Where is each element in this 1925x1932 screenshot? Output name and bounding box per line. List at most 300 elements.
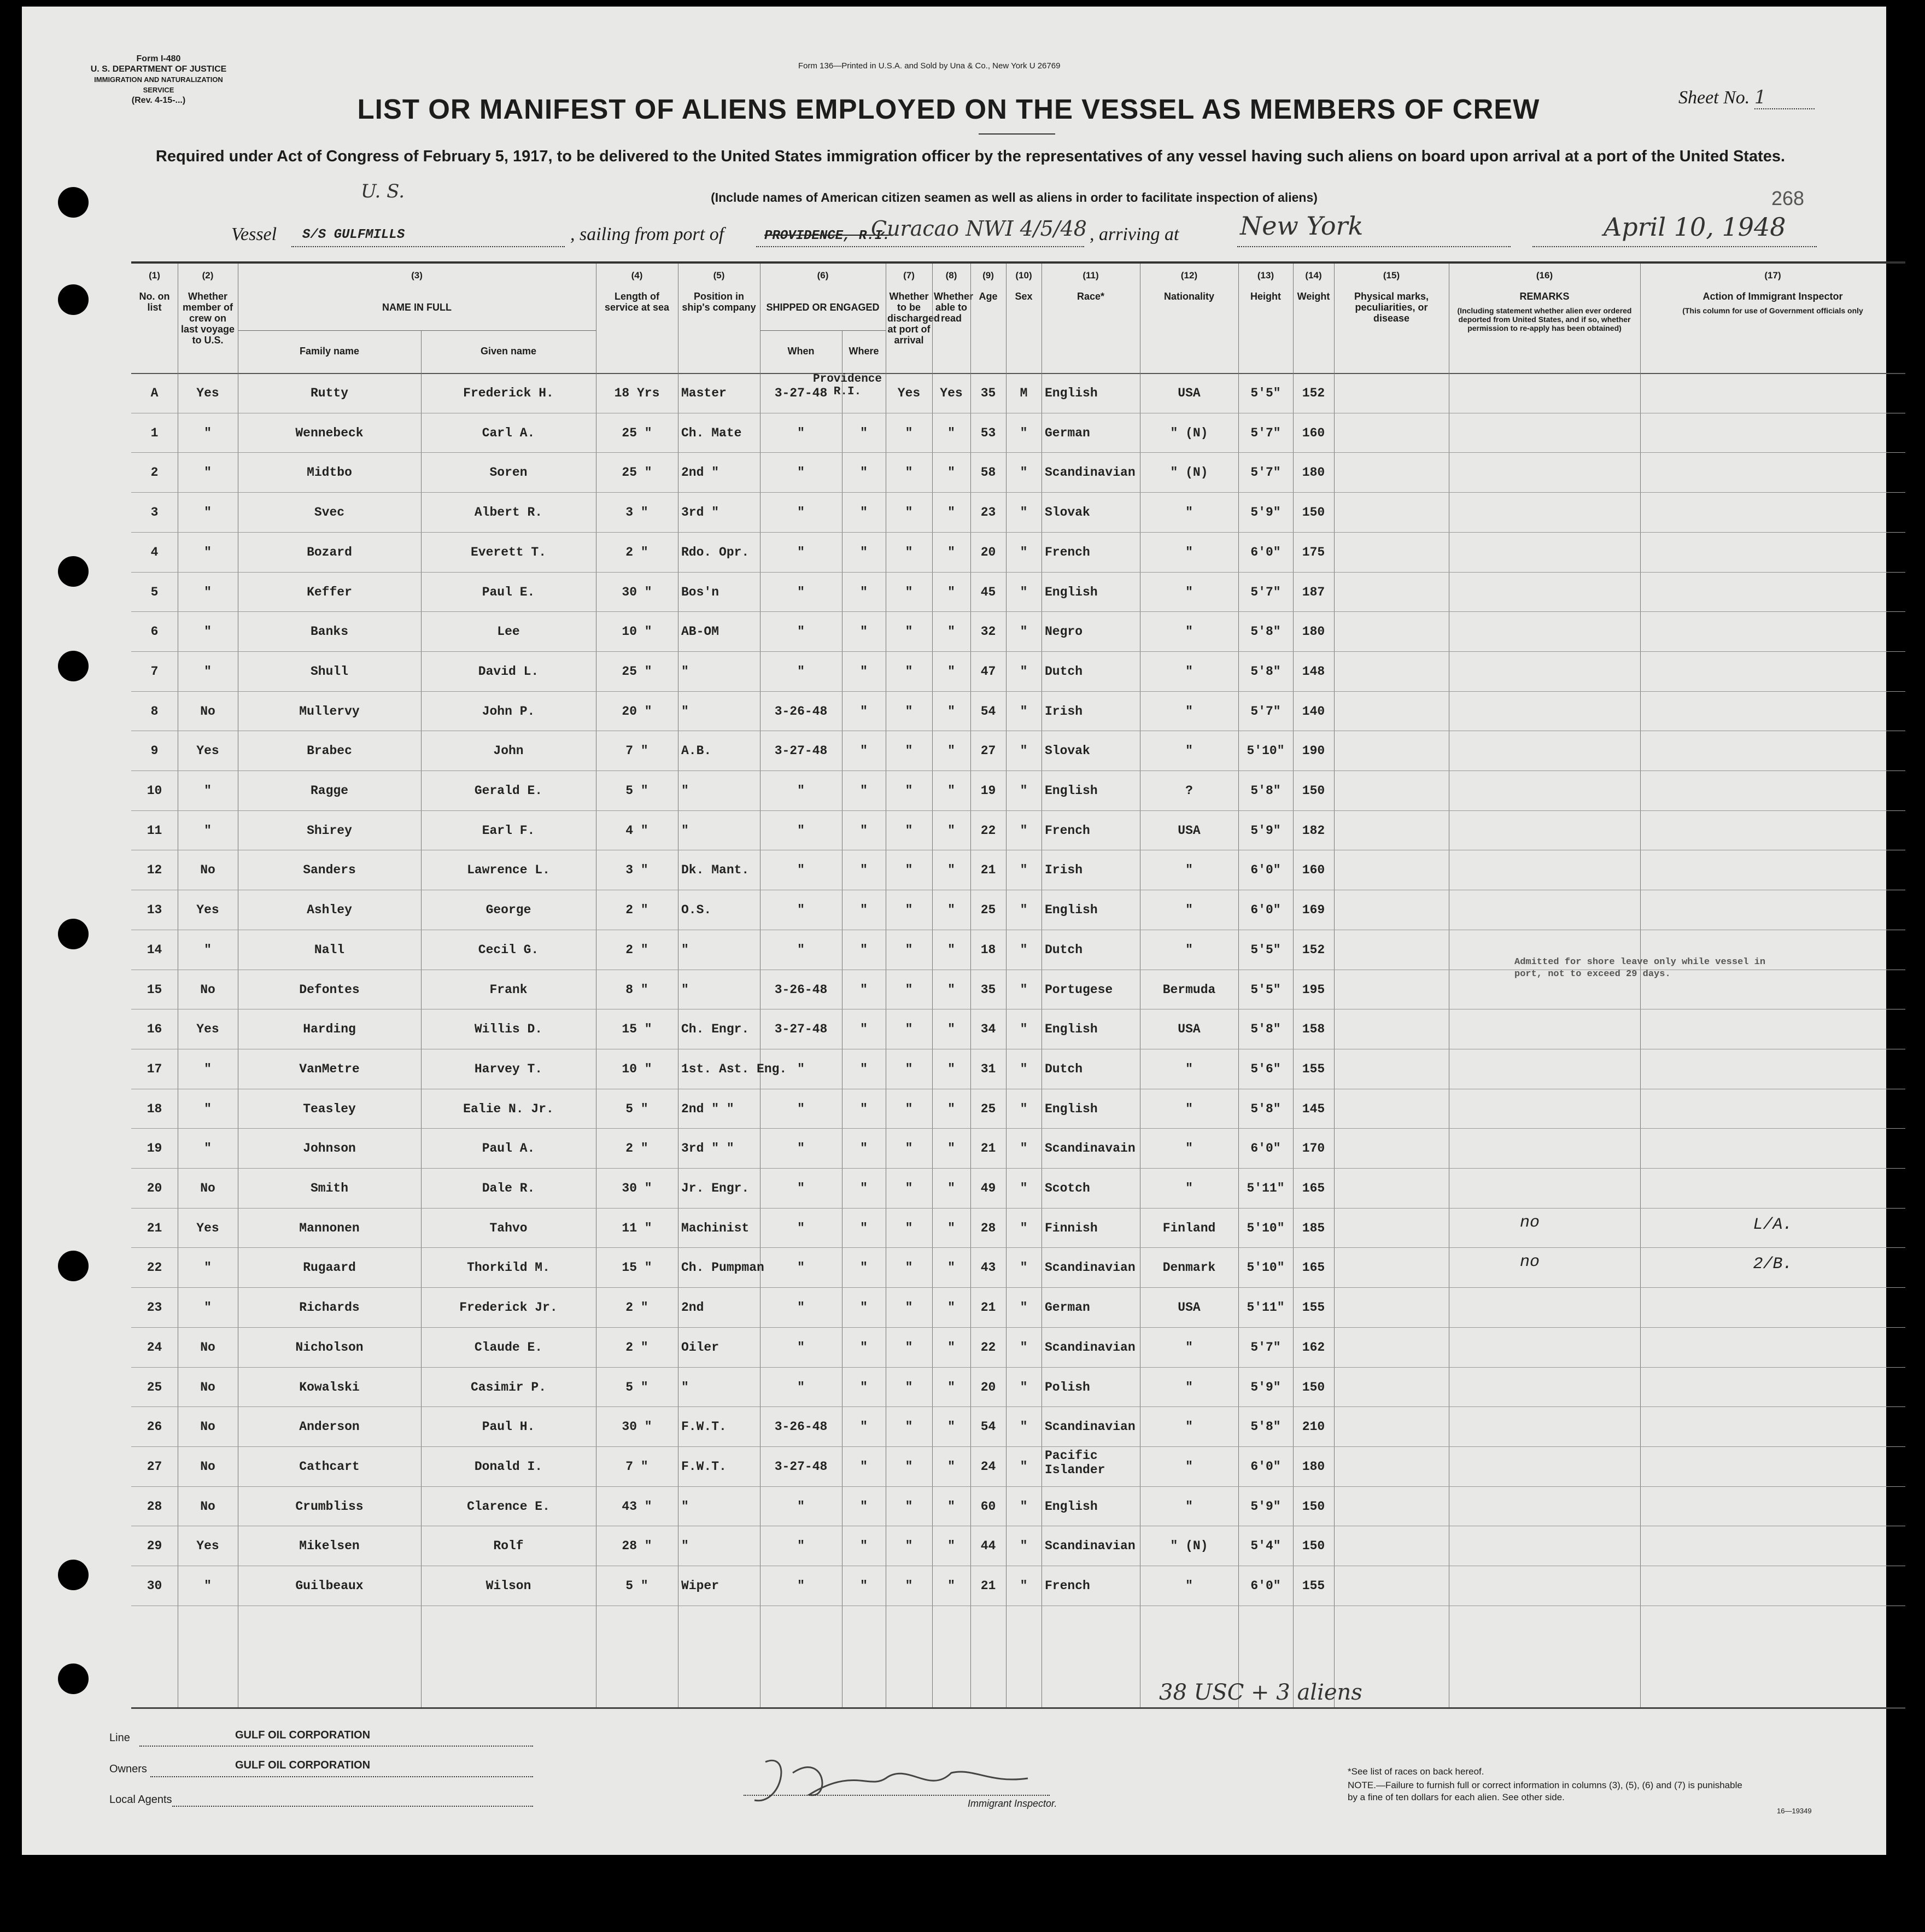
- cell-sex: ": [1020, 1300, 1028, 1315]
- cell-when: ": [797, 942, 805, 957]
- cell-nationality: ": [1185, 1499, 1193, 1514]
- cell-read: ": [947, 704, 955, 719]
- table-row: [131, 1406, 1905, 1446]
- cell-height: 5'8": [1250, 624, 1281, 639]
- cell-where: ": [860, 1101, 868, 1116]
- cell-family: Ashley: [307, 903, 352, 918]
- cell-given: Frank: [489, 982, 528, 997]
- cell-height: 6'0": [1250, 903, 1281, 918]
- cell-discharged: ": [905, 704, 913, 719]
- cell-nationality: ?: [1185, 784, 1193, 798]
- cell-nationality: USA: [1178, 1022, 1201, 1037]
- cell-discharged: Yes: [897, 386, 921, 400]
- cell-weight: 185: [1302, 1221, 1325, 1235]
- cell-position: ": [681, 823, 689, 838]
- cell-when: ": [797, 1499, 805, 1514]
- cell-when: ": [797, 1380, 805, 1394]
- cell-service: 11 ": [622, 1221, 652, 1235]
- cell-service: 15 ": [622, 1022, 652, 1037]
- cell-weight: 145: [1302, 1101, 1325, 1116]
- cell-nationality: ": [1185, 704, 1193, 719]
- cell-crew: No: [200, 1340, 215, 1355]
- department: U. S. DEPARTMENT OF JUSTICE: [90, 65, 227, 74]
- cell-height: 5'11": [1247, 1181, 1285, 1195]
- cell-nationality: ": [1185, 545, 1193, 559]
- cell-sex: ": [1020, 425, 1028, 440]
- cell-service: 7 ": [625, 744, 648, 758]
- cell-no: 29: [147, 1539, 162, 1554]
- cell-sex: ": [1020, 784, 1028, 798]
- col-label-15: Physical marks, peculiarities, or disease: [1354, 291, 1429, 324]
- col-label-3: NAME IN FULL: [382, 302, 452, 313]
- cell-weight: 175: [1302, 545, 1325, 559]
- cell-weight: 190: [1302, 744, 1325, 758]
- cell-where: ": [860, 465, 868, 480]
- cell-no: 1: [150, 425, 159, 440]
- cell-service: 5 ": [625, 1579, 648, 1593]
- cell-no: 19: [147, 1141, 162, 1156]
- cell-sex: ": [1020, 823, 1028, 838]
- cell-read: ": [947, 505, 955, 520]
- cell-given: Albert R.: [474, 505, 543, 520]
- cell-height: 6'0": [1250, 545, 1281, 559]
- cell-weight: 150: [1302, 505, 1325, 520]
- form-number: Form I-480: [136, 54, 181, 63]
- cell-where: ": [860, 1499, 868, 1514]
- cell-no: A: [150, 386, 159, 400]
- cell-weight: 140: [1302, 704, 1325, 719]
- cell-position: F.W.T.: [681, 1420, 727, 1434]
- cell-race: English: [1045, 386, 1098, 400]
- cell-sex: ": [1020, 1420, 1028, 1434]
- table-row: [131, 850, 1905, 890]
- cell-race: English: [1045, 784, 1098, 798]
- cell-read: ": [947, 1260, 955, 1275]
- table-row: [131, 1446, 1905, 1486]
- cell-discharged: ": [905, 1260, 913, 1275]
- cell-crew: ": [204, 664, 212, 679]
- cell-age: 23: [980, 505, 996, 520]
- col-label-9: Age: [979, 291, 998, 302]
- cell-position: Ch. Mate: [681, 425, 742, 440]
- cell-crew: ": [204, 942, 212, 957]
- cell-age: 45: [980, 585, 996, 599]
- cell-service: 25 ": [622, 664, 652, 679]
- cell-age: 20: [980, 1380, 996, 1394]
- cell-where: ": [860, 585, 868, 599]
- cell-service: 28 ": [622, 1539, 652, 1554]
- agents-label: Local Agents: [109, 1794, 172, 1806]
- cell-given: Rolf: [493, 1539, 524, 1554]
- cell-family: Rutty: [310, 386, 348, 400]
- col-num-17: (17): [1764, 270, 1781, 281]
- col-num-10: (10): [1015, 270, 1032, 281]
- cell-crew: ": [204, 1061, 212, 1076]
- table-row: [131, 1367, 1905, 1407]
- col-sub-16: (Including statement whether alien ever ordered deported from United States, and if so, whether permission to re-apply has been obtained): [1457, 306, 1632, 332]
- cell-read: ": [947, 1340, 955, 1355]
- cell-when: ": [797, 585, 805, 599]
- cell-race: Scandinavian: [1045, 465, 1136, 480]
- cell-sex: ": [1020, 982, 1028, 997]
- cell-discharged: ": [905, 982, 913, 997]
- cell-no: 16: [147, 1022, 162, 1037]
- cell-age: 22: [980, 1340, 996, 1355]
- cell-discharged: ": [905, 1459, 913, 1474]
- cell-nationality: ": [1185, 942, 1193, 957]
- cell-action: 2/B.: [1753, 1255, 1793, 1274]
- cell-weight: 148: [1302, 664, 1325, 679]
- cell-given: Frederick Jr.: [459, 1300, 558, 1315]
- cell-service: 7 ": [625, 1459, 648, 1474]
- col-num-14: (14): [1305, 270, 1322, 281]
- cell-read: ": [947, 942, 955, 957]
- cell-sex: ": [1020, 1260, 1028, 1275]
- cell-position: Master: [681, 386, 727, 400]
- cell-race: German: [1045, 1300, 1090, 1315]
- sailing-port-handwritten: Curacao NWI 4/5/48: [871, 217, 1087, 241]
- cell-service: 20 ": [622, 704, 652, 719]
- cell-discharged: ": [905, 585, 913, 599]
- cell-age: 58: [980, 465, 996, 480]
- cell-discharged: ": [905, 1141, 913, 1156]
- cell-where: ": [860, 1061, 868, 1076]
- cell-no: 10: [147, 784, 162, 798]
- col-when: When: [787, 346, 815, 357]
- col-family-name: Family name: [299, 346, 360, 357]
- cell-read: ": [947, 1181, 955, 1195]
- cell-weight: 155: [1302, 1579, 1325, 1593]
- cell-sex: ": [1020, 505, 1028, 520]
- cell-sex: ": [1020, 1459, 1028, 1474]
- cell-age: 28: [980, 1221, 996, 1235]
- cell-weight: 150: [1302, 784, 1325, 798]
- cell-age: 54: [980, 704, 996, 719]
- cell-age: 53: [980, 425, 996, 440]
- table-row: [131, 691, 1905, 731]
- binder-hole: [58, 1560, 89, 1590]
- cell-height: 5'8": [1250, 1101, 1281, 1116]
- cell-where: ": [860, 425, 868, 440]
- cell-nationality: ": [1185, 744, 1193, 758]
- cell-read: ": [947, 465, 955, 480]
- cell-given: Carl A.: [482, 425, 535, 440]
- cell-race: Scandinavian: [1045, 1539, 1136, 1554]
- cell-race: Slovak: [1045, 744, 1090, 758]
- cell-race: Pacific Islander: [1045, 1448, 1105, 1477]
- table-row: [131, 373, 1905, 413]
- cell-given: John: [493, 744, 524, 758]
- col-num-8: (8): [945, 270, 957, 281]
- cell-given: Dale R.: [482, 1181, 535, 1195]
- cell-position: ": [681, 1380, 689, 1394]
- cell-discharged: ": [905, 1061, 913, 1076]
- col-label-14: Weight: [1297, 291, 1330, 302]
- cell-weight: 158: [1302, 1022, 1325, 1037]
- cell-position: 2nd: [681, 1300, 704, 1315]
- cell-weight: 152: [1302, 386, 1325, 400]
- cell-height: 6'0": [1250, 863, 1281, 878]
- cell-height: 5'7": [1250, 1340, 1281, 1355]
- cell-when: ": [797, 465, 805, 480]
- cell-nationality: " (N): [1170, 425, 1208, 440]
- cell-given: Lawrence L.: [467, 863, 550, 878]
- cell-where: ": [860, 823, 868, 838]
- cell-read: ": [947, 1579, 955, 1593]
- cell-read: ": [947, 1141, 955, 1156]
- cell-when: ": [797, 1340, 805, 1355]
- cell-given: Claude E.: [474, 1340, 543, 1355]
- table-row: [131, 1287, 1905, 1327]
- table-row: [131, 1049, 1905, 1089]
- col-num-4: (4): [631, 270, 643, 281]
- cell-read: ": [947, 1380, 955, 1394]
- cell-given: Willis D.: [474, 1022, 543, 1037]
- cell-position: ": [681, 1499, 689, 1514]
- cell-given: John P.: [482, 704, 535, 719]
- cell-family: Teasley: [303, 1101, 356, 1116]
- cell-age: 21: [980, 1579, 996, 1593]
- cell-where: ": [860, 664, 868, 679]
- col-num-16: (16): [1536, 270, 1553, 281]
- cell-race: French: [1045, 1579, 1090, 1593]
- cell-crew: ": [204, 1141, 212, 1156]
- cell-weight: 150: [1302, 1499, 1325, 1514]
- cell-sex: ": [1020, 585, 1028, 599]
- cell-height: 5'7": [1250, 585, 1281, 599]
- table-row: [131, 771, 1905, 810]
- cell-when: ": [797, 823, 805, 838]
- cell-race: Negro: [1045, 624, 1083, 639]
- cell-service: 5 ": [625, 1380, 648, 1394]
- cell-no: 17: [147, 1061, 162, 1076]
- cell-weight: 210: [1302, 1420, 1325, 1434]
- cell-height: 5'10": [1247, 744, 1285, 758]
- cell-given: Paul H.: [482, 1420, 535, 1434]
- col-num-1: (1): [149, 270, 160, 281]
- cell-service: 2 ": [625, 545, 648, 559]
- cell-height: 5'8": [1250, 664, 1281, 679]
- cell-weight: 160: [1302, 863, 1325, 878]
- cell-family: Defontes: [299, 982, 360, 997]
- cell-when: ": [797, 1221, 805, 1235]
- cell-age: 35: [980, 386, 996, 400]
- cell-race: Dutch: [1045, 1061, 1083, 1076]
- col-num-3: (3): [411, 270, 423, 281]
- cell-weight: 180: [1302, 465, 1325, 480]
- cell-nationality: ": [1185, 1579, 1193, 1593]
- cell-service: 5 ": [625, 1101, 648, 1116]
- arriving-port: New York: [1240, 211, 1364, 241]
- cell-crew: No: [200, 1420, 215, 1434]
- cell-sex: ": [1020, 545, 1028, 559]
- cell-crew: Yes: [196, 1539, 219, 1554]
- crew-tally: 38 USC + 3 aliens: [1159, 1680, 1362, 1705]
- cell-height: 5'9": [1250, 823, 1281, 838]
- cell-sex: ": [1020, 1061, 1028, 1076]
- col-where: Where: [849, 346, 879, 357]
- cell-crew: Yes: [196, 1022, 219, 1037]
- cell-family: Richards: [299, 1300, 360, 1315]
- cell-when: ": [797, 425, 805, 440]
- cell-no: 7: [150, 664, 159, 679]
- cell-where: ": [860, 863, 868, 878]
- cell-position: Bos'n: [681, 585, 719, 599]
- cell-sex: M: [1020, 386, 1028, 400]
- vessel-label: Vessel: [231, 224, 277, 244]
- cell-discharged: ": [905, 1579, 913, 1593]
- cell-sex: ": [1020, 1022, 1028, 1037]
- cell-service: 25 ": [622, 465, 652, 480]
- cell-crew: ": [204, 1579, 212, 1593]
- col-num-12: (12): [1180, 270, 1198, 281]
- cell-height: 5'9": [1250, 1380, 1281, 1394]
- cell-family: Ragge: [310, 784, 348, 798]
- cell-when: ": [797, 1579, 805, 1593]
- penalty-note: NOTE.—Failure to furnish full or correct information in columns (3), (5), (6) and (7) is punishable by a fine of ten dollars for each alien. See other side.: [1348, 1780, 1742, 1802]
- cell-service: 2 ": [625, 942, 648, 957]
- cell-height: 5'7": [1250, 425, 1281, 440]
- col-label-8: Whether able to read: [934, 291, 973, 324]
- manifest-sheet: [22, 7, 1886, 1855]
- cell-where: ": [860, 903, 868, 918]
- cell-nationality: USA: [1178, 1300, 1201, 1315]
- cell-read: ": [947, 1539, 955, 1554]
- cell-when: 3-27-48: [774, 1022, 828, 1037]
- cell-action: L/A.: [1753, 1215, 1793, 1234]
- cell-position: ": [681, 982, 689, 997]
- cell-nationality: ": [1185, 1061, 1193, 1076]
- cell-service: 2 ": [625, 1340, 648, 1355]
- inspector-label: Immigrant Inspector.: [968, 1798, 1057, 1809]
- cell-sex: ": [1020, 704, 1028, 719]
- cell-no: 8: [150, 704, 159, 719]
- cell-discharged: ": [905, 1539, 913, 1554]
- cell-read: ": [947, 1101, 955, 1116]
- cell-when: ": [797, 1260, 805, 1275]
- cell-position: Machinist: [681, 1221, 750, 1235]
- cell-where: ": [860, 1221, 868, 1235]
- cell-age: 47: [980, 664, 996, 679]
- cell-read: ": [947, 1061, 955, 1076]
- cell-race: Scotch: [1045, 1181, 1090, 1195]
- cell-race: Scandinavain: [1045, 1141, 1136, 1156]
- cell-service: 4 ": [625, 823, 648, 838]
- cell-age: 21: [980, 863, 996, 878]
- cell-height: 5'11": [1247, 1300, 1285, 1315]
- cell-family: Crumbliss: [295, 1499, 364, 1514]
- col-label-11: Race*: [1076, 291, 1105, 302]
- cell-sex: ": [1020, 664, 1028, 679]
- table-row: [131, 1247, 1905, 1287]
- cell-age: 27: [980, 744, 996, 758]
- cell-given: Clarence E.: [467, 1499, 550, 1514]
- cell-service: 3 ": [625, 505, 648, 520]
- cell-nationality: ": [1185, 863, 1193, 878]
- cell-position: 3rd ": [681, 505, 719, 520]
- cell-family: Kowalski: [299, 1380, 360, 1394]
- cell-discharged: ": [905, 1022, 913, 1037]
- cell-position: 2nd ": [681, 465, 719, 480]
- cell-race: Slovak: [1045, 505, 1090, 520]
- col-num-9: (9): [982, 270, 994, 281]
- cell-crew: No: [200, 982, 215, 997]
- owners-label: Owners: [109, 1763, 147, 1775]
- cell-weight: 187: [1302, 585, 1325, 599]
- cell-weight: 180: [1302, 1459, 1325, 1474]
- sailing-port: PROVIDENCE, R.I.: [764, 229, 891, 243]
- cell-nationality: ": [1185, 585, 1193, 599]
- cell-read: ": [947, 545, 955, 559]
- table-row: [131, 1566, 1905, 1606]
- cell-position: Wiper: [681, 1579, 719, 1593]
- cell-sex: ": [1020, 1181, 1028, 1195]
- arriving-label: , arriving at: [1090, 224, 1179, 244]
- cell-nationality: " (N): [1170, 1539, 1208, 1554]
- cell-given: David L.: [478, 664, 539, 679]
- cell-weight: 165: [1302, 1260, 1325, 1275]
- cell-when: ": [797, 1061, 805, 1076]
- cell-read: ": [947, 1459, 955, 1474]
- cell-crew: No: [200, 1181, 215, 1195]
- cell-race: Dutch: [1045, 942, 1083, 957]
- cell-crew: ": [204, 505, 212, 520]
- cell-discharged: ": [905, 903, 913, 918]
- cell-sex: ": [1020, 1340, 1028, 1355]
- cell-read: ": [947, 982, 955, 997]
- cell-given: Wilson: [485, 1579, 531, 1593]
- cell-crew: No: [200, 863, 215, 878]
- cell-position: Rdo. Opr.: [681, 545, 750, 559]
- cell-where: Providence R.I.: [812, 373, 882, 398]
- cell-when: ": [797, 1141, 805, 1156]
- cell-when: 3-26-48: [774, 1420, 828, 1434]
- cell-height: 5'9": [1250, 1499, 1281, 1514]
- binder-hole: [58, 1251, 89, 1281]
- cell-family: Wennebeck: [295, 425, 364, 440]
- col-label-6: SHIPPED OR ENGAGED: [766, 302, 880, 313]
- cell-crew: ": [204, 465, 212, 480]
- cell-weight: 180: [1302, 624, 1325, 639]
- cell-where: ": [860, 1300, 868, 1315]
- cell-sex: ": [1020, 1539, 1028, 1554]
- cell-position: Jr. Engr.: [681, 1181, 750, 1195]
- cell-race: English: [1045, 1022, 1098, 1037]
- form-code: 16—19349: [1777, 1807, 1812, 1815]
- cell-where: ": [860, 1579, 868, 1593]
- col-given-name: Given name: [480, 346, 537, 357]
- cell-service: 43 ": [622, 1499, 652, 1514]
- cell-discharged: ": [905, 1420, 913, 1434]
- page-title: LIST OR MANIFEST OF ALIENS EMPLOYED ON THE VESSEL AS MEMBERS OF CREW: [357, 94, 1540, 125]
- cell-age: 24: [980, 1459, 996, 1474]
- cell-service: 18 Yrs: [614, 386, 660, 400]
- cell-sex: ": [1020, 744, 1028, 758]
- cell-where: ": [860, 1380, 868, 1394]
- cell-position: ": [681, 1539, 689, 1554]
- cell-discharged: ": [905, 1181, 913, 1195]
- cell-when: ": [797, 1300, 805, 1315]
- cell-crew: Yes: [196, 1221, 219, 1235]
- cell-weight: 195: [1302, 982, 1325, 997]
- cell-position: ": [681, 942, 689, 957]
- col-label-17: Action of Immigrant Inspector: [1702, 291, 1843, 302]
- cell-nationality: " (N): [1170, 465, 1208, 480]
- col-label-2: Whether member of crew on last voyage to U.S.: [180, 291, 235, 346]
- sheet-label: Sheet No.: [1678, 87, 1750, 108]
- vessel-name: S/S GULFMILLS: [302, 227, 405, 242]
- cell-age: 43: [980, 1260, 996, 1275]
